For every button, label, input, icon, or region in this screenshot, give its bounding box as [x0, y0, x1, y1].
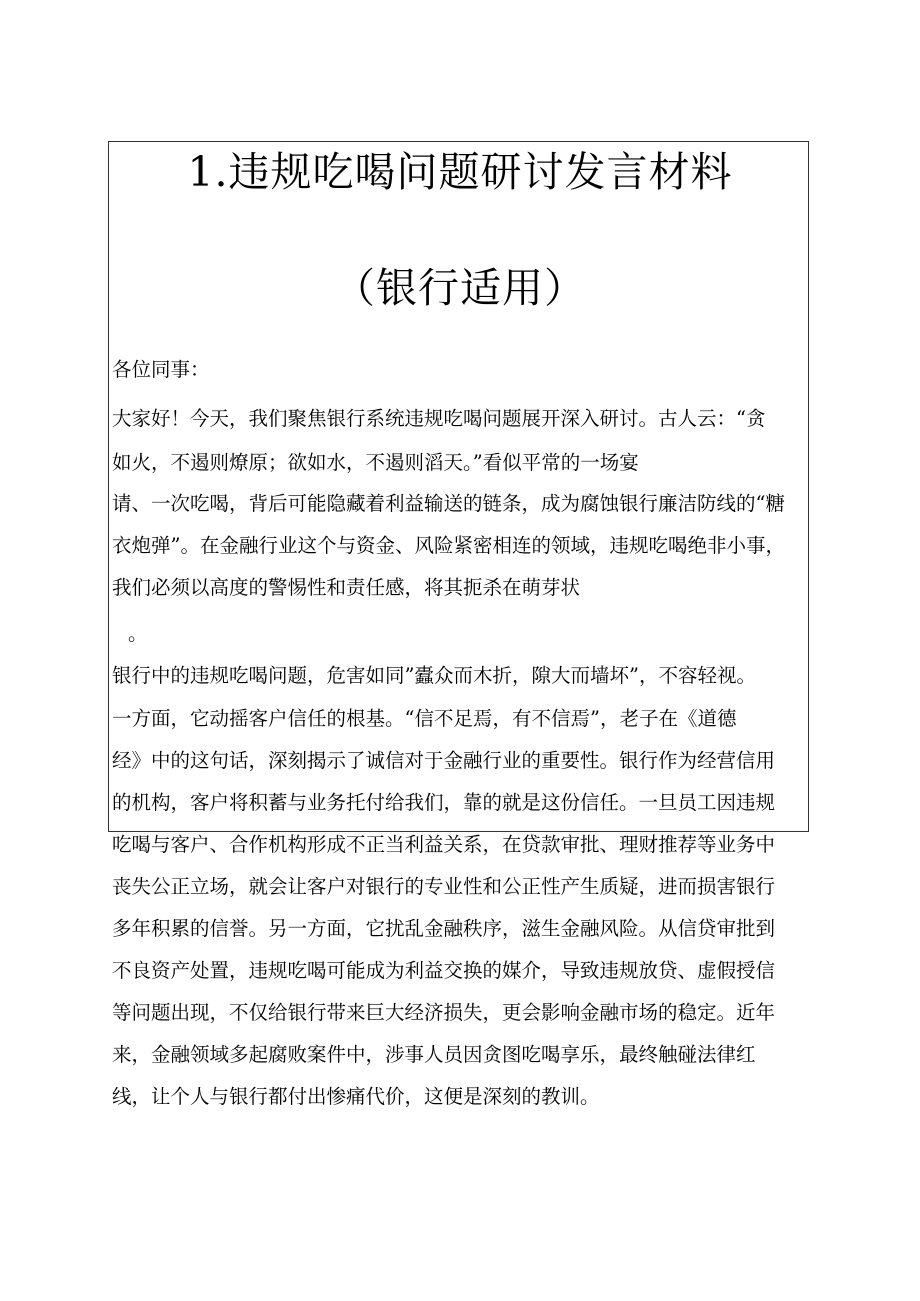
paragraph-line: 吃喝与客户、合作机构形成不正当利益关系，在贷款审批、理财推荐等业务中 — [112, 833, 776, 856]
paragraph-line: 。 — [128, 622, 148, 645]
paragraph-line: 线，让个人与银行都付出惨痛代价，这便是深刻的教训。 — [112, 1085, 600, 1108]
paragraph-line: 银行中的违规吃喝问题，危害如同”蠹众而木折，隙大而墙坏”，不容轻视。 — [112, 664, 756, 687]
paragraph-line: 一方面，它动摇客户信任的根基。“信不足焉，有不信焉”，老子在《道德 — [112, 707, 737, 730]
paragraph-line: 不良资产处置，违规吃喝可能成为利益交换的媒介，导致违规放贷、虚假授信 — [112, 959, 776, 982]
paragraph-line: 丧失公正立场，就会让客户对银行的专业性和公正性产生质疑，进而损害银行 — [112, 875, 776, 898]
paragraph-line: 多年积累的信誉。另一方面，它扰乱金融秩序，滋生金融风险。从信贷审批到 — [112, 917, 776, 940]
paragraph-line: 等问题出现，不仅给银行带来巨大经济损失，更会影响金融市场的稳定。近年 — [112, 1001, 776, 1024]
salutation: 各位同事： — [112, 358, 210, 381]
paragraph-line: 的机构，客户将积蓄与业务托付给我们，靠的就是这份信任。一旦员工因违规 — [112, 791, 776, 814]
document-title: 1.违规吃喝问题研讨发言材料 — [187, 148, 733, 196]
paragraph-line: 请、一次吃喝，背后可能隐藏着利益输送的链条，成为腐蚀银行廉洁防线的“糖 — [112, 492, 785, 515]
paragraph-line: 大家好！今天，我们聚焦银行系统违规吃喝问题展开深入研讨。古人云：“贪 — [112, 407, 766, 430]
document-subtitle: （银行适用） — [334, 264, 586, 312]
paragraph-line: 如火，不遏则燎原；欲如水，不遏则滔天。”看似平常的一场宴 — [112, 451, 639, 474]
paragraph-line: 经》中的这句话，深刻揭示了诚信对于金融行业的重要性。银行作为经营信用 — [112, 749, 776, 772]
paragraph-line: 衣炮弹”。在金融行业这个与资金、风险紧密相连的领域，违规吃喝绝非小事， — [112, 534, 785, 557]
paragraph-line: 我们必须以高度的警惕性和责任感，将其扼杀在萌芽状 — [112, 576, 581, 599]
paragraph-line: 来，金融领域多起腐败案件中，涉事人员因贪图吃喝享乐，最终触碰法律红 — [112, 1043, 756, 1066]
